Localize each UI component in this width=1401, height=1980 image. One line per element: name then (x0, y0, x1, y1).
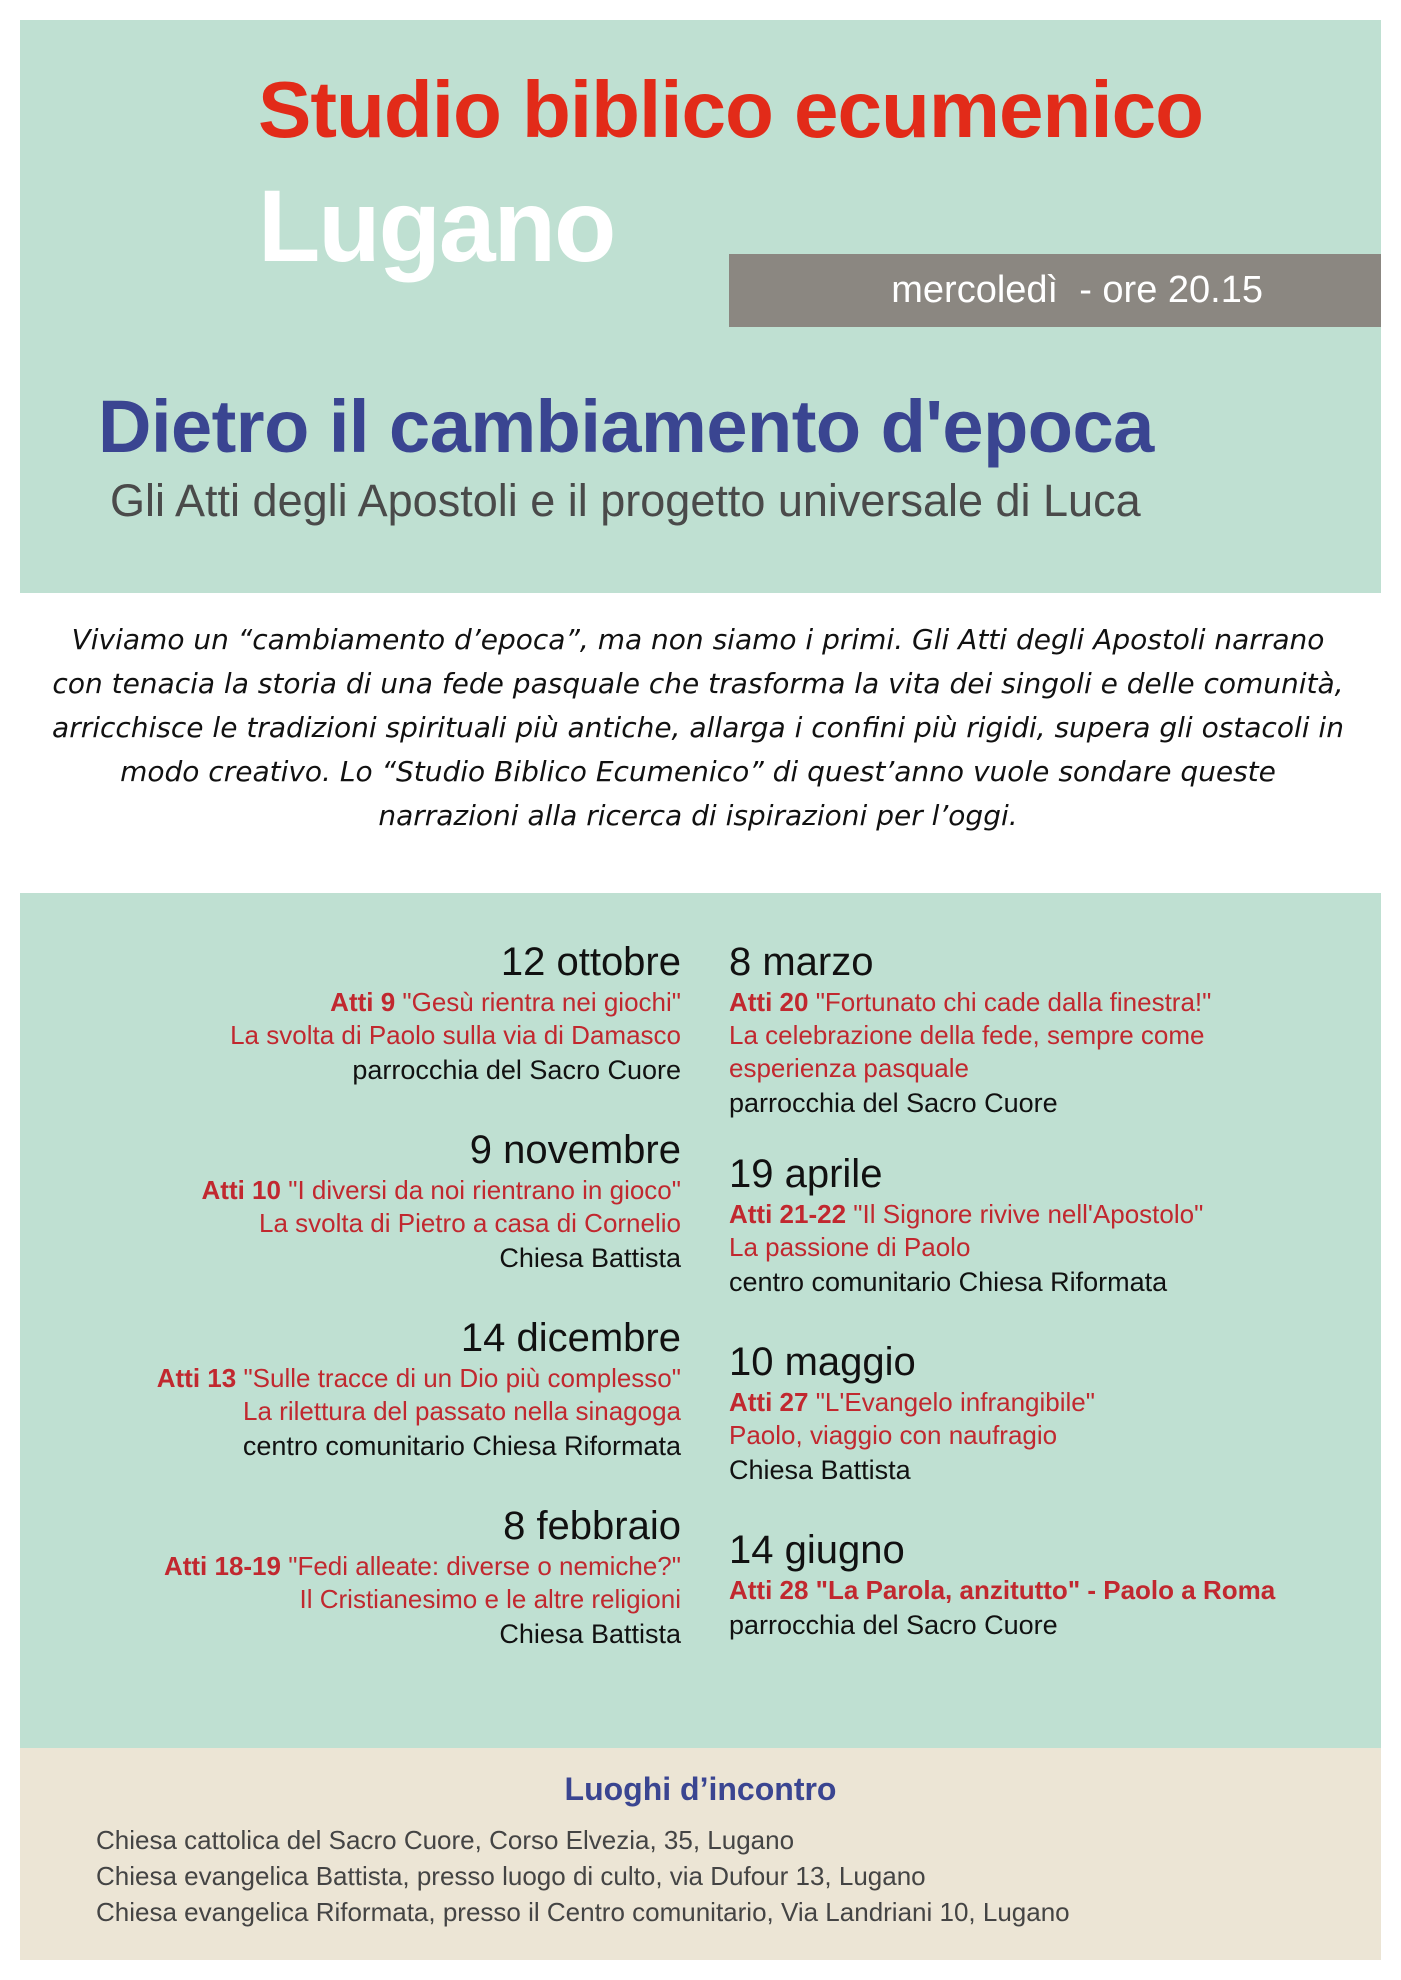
event-quote: "Fedi alleate: diverse o nemiche?" (280, 1551, 681, 1581)
event-description: La passione di Paolo (729, 1232, 971, 1262)
event-date: 14 dicembre (460, 1316, 681, 1360)
event-item (40, 1502, 681, 1690)
event-item (729, 1526, 1369, 1643)
event-quote: "L'Evangelo infrangibile" (808, 1387, 1095, 1417)
venue-line: Chiesa cattolica del Sacro Cuore, Corso Elvezia, 35, Lugano (96, 1825, 795, 1855)
event-reference: Atti 27 (729, 1387, 809, 1417)
event-date: 12 ottobre (500, 940, 681, 984)
event-quote: "Il Signore rivive nell'Apostolo" (846, 1199, 1204, 1229)
event-description: Il Cristianesimo e le altre religioni (299, 1584, 681, 1614)
venue-line: Chiesa evangelica Riformata, presso il Centro comunitario, Via Landriani 10, Lugano (96, 1897, 1070, 1927)
venues-list (96, 1822, 1070, 1930)
event-place: Chiesa Battista (729, 1455, 911, 1485)
event-quote: "Sulle tracce di un Dio più complesso" (236, 1363, 681, 1393)
event-quote: "Fortunato chi cade dalla finestra!" (808, 987, 1212, 1017)
event-place: centro comunitario Chiesa Riformata (242, 1431, 681, 1461)
schedule-column-right (729, 938, 1369, 1643)
event-place: parrocchia del Sacro Cuore (729, 1088, 1058, 1118)
city-title: Lugano (258, 169, 615, 283)
event-description-continued: esperienza pasquale (729, 1053, 969, 1083)
event-place: Chiesa Battista (499, 1243, 681, 1273)
event-topic (40, 1362, 681, 1395)
schedule-time-text: mercoledì - ore 20.15 (891, 269, 1263, 311)
event-description: La svolta di Paolo sulla via di Damasco (230, 1020, 681, 1050)
event-quote: "Gesù rientra nei giochi" (395, 987, 681, 1017)
venues-title: Luoghi d’incontro (564, 1771, 837, 1807)
event-description: La svolta di Pietro a casa di Cornelio (258, 1208, 681, 1238)
event-item (40, 938, 681, 1126)
event-item (729, 938, 1369, 1150)
event-reference: Atti 10 (201, 1175, 281, 1205)
event-topic (729, 986, 1369, 1019)
event-reference: Atti 21-22 (729, 1199, 847, 1229)
event-place: Chiesa Battista (499, 1619, 681, 1649)
event-topic (729, 1574, 1369, 1607)
event-reference: Atti 20 (729, 987, 809, 1017)
event-topic (729, 1386, 1369, 1419)
event-description: La rilettura del passato nella sinagoga (243, 1396, 681, 1426)
event-item (729, 1338, 1369, 1526)
event-reference: Atti 28 "La Parola, anzitutto" - Paolo a Roma (729, 1575, 1276, 1605)
event-topic (729, 1198, 1369, 1231)
event-item (40, 1314, 681, 1502)
event-topic (40, 1174, 681, 1207)
schedule-column-left (40, 938, 681, 1690)
intro-text: Viviamo un “cambiamento d’epoca”, ma non siamo i primi. Gli Atti degli Apostoli narrano con tenacia la storia di una fede pasquale che trasforma la vita dei singoli e delle comunità, arricchisce le tradizioni spirituali più antiche, allarga i confini più rigidi, supera gli ostacoli in modo creativo. Lo “Studio Biblico Ecumenico” di quest’anno vuole sondare queste narrazioni alla ricerca di ispirazioni per l’oggi. (52, 623, 1344, 832)
theme-subtitle: Gli Atti degli Apostoli e il progetto universale di Luca (110, 475, 1141, 526)
event-topic (40, 986, 681, 1019)
theme-title: Dietro il cambiamento d'epoca (98, 385, 1154, 468)
event-place: centro comunitario Chiesa Riformata (729, 1267, 1168, 1297)
event-reference: Atti 18-19 (163, 1551, 281, 1581)
event-place: parrocchia del Sacro Cuore (729, 1610, 1058, 1640)
event-item (40, 1126, 681, 1314)
event-date: 19 aprile (729, 1152, 883, 1196)
event-description: Paolo, viaggio con naufragio (729, 1420, 1058, 1450)
event-reference: Atti 13 (156, 1363, 237, 1393)
event-date: 9 novembre (469, 1128, 681, 1172)
event-reference: Atti 9 (330, 987, 396, 1017)
event-quote: "I diversi da noi rientrano in gioco" (280, 1175, 681, 1205)
venue-line: Chiesa evangelica Battista, presso luogo di culto, via Dufour 13, Lugano (96, 1861, 926, 1891)
event-date: 14 giugno (729, 1528, 905, 1572)
event-item (729, 1150, 1369, 1338)
series-title: Studio biblico ecumenico (258, 65, 1203, 154)
event-description: La celebrazione della fede, sempre come (729, 1020, 1205, 1050)
event-place: parrocchia del Sacro Cuore (352, 1055, 681, 1085)
event-date: 8 marzo (729, 940, 874, 984)
event-date: 8 febbraio (503, 1504, 681, 1548)
event-date: 10 maggio (729, 1340, 916, 1384)
schedule-time-bar (729, 254, 1381, 327)
event-topic (40, 1550, 681, 1583)
